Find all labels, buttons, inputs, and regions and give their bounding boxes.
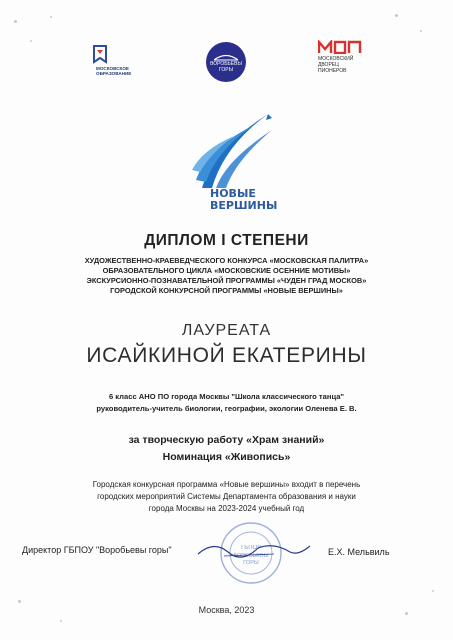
contest-line: ХУДОЖЕСТВЕННО-КРАЕВЕДЧЕСКОГО КОНКУРСА «МОСКОВСКАЯ ПАЛИТРА» <box>84 256 369 265</box>
city-year: Москва, 2023 <box>198 605 255 615</box>
decor-speck <box>395 14 398 17</box>
contest-line: ЭКСКУРСИОННО-ПОЗНАВАТЕЛЬНОЙ ПРОГРАММЫ «ЧУДЕН ГРАД МОСКОВ» <box>86 276 367 285</box>
svg-text:ВОРОБЬЕВЫ: ВОРОБЬЕВЫ <box>233 553 269 559</box>
svg-text:ГОРЫ: ГОРЫ <box>243 560 259 566</box>
decor-speck <box>30 40 32 42</box>
recipient-name: ИСАЙКИНОЙ ЕКАТЕРИНЫ <box>86 344 367 367</box>
bridge-icon <box>214 53 238 61</box>
diploma-title: ДИПЛОМ I СТЕПЕНИ <box>144 232 309 249</box>
emblem-title: НОВЫЕ ВЕРШИНЫ <box>210 187 278 212</box>
contest-line: ОБРАЗОВАТЕЛЬНОГО ЦИКЛА «МОСКОВСКИЕ ОСЕННИЕ МОТИВЫ» <box>102 266 351 275</box>
handwritten-signature <box>194 538 314 560</box>
laureate-label: ЛАУРЕАТА <box>181 322 272 339</box>
contest-line: ГОРОДСКОЙ КОНКУРСНОЙ ПРОГРАММЫ «НОВЫЕ ВЕРШИНЫ» <box>110 286 343 295</box>
decor-speck <box>432 590 434 592</box>
emblem-novye-vershiny <box>182 110 282 220</box>
vorobyovy-gory-text: ВОРОБЬЕВЫ ГОРЫ <box>210 61 242 73</box>
program-line: городских мероприятий Системы Департамента образования и науки <box>97 492 356 501</box>
swoosh-icon <box>182 110 282 190</box>
signer-right: Е.Х. Мельвиль <box>328 547 390 557</box>
logo-moscow-palace-pioneers <box>318 40 378 86</box>
decor-speck <box>18 600 21 603</box>
logo-moscow-education <box>92 44 148 74</box>
moscow-education-icon <box>92 44 108 66</box>
decor-speck <box>420 30 422 32</box>
decor-speck <box>14 20 17 23</box>
work-line: за творческую работу «Храм знаний» <box>128 434 325 446</box>
mdp-mark-icon <box>318 40 362 54</box>
class-line: 6 класс АНО ПО города Москвы "Школа классического танца" <box>108 392 345 401</box>
decor-speck <box>60 620 62 622</box>
teacher-line: руководитель-учитель биологии, географии, экологии Оленева Е. В. <box>96 404 357 413</box>
moscow-education-text: МОСКОВСКОЕ ОБРАЗОВАНИЕ <box>96 66 132 76</box>
program-line: Городская конкурсная программа «Новые вершины» входит в перечень <box>92 480 361 489</box>
svg-text:ГБПОУ: ГБПОУ <box>241 545 261 551</box>
signer-left: Директор ГБПОУ "Воробьевы горы" <box>22 545 172 555</box>
logo-vorobyovy-gory <box>206 42 246 82</box>
program-line: города Москвы на 2023-2024 учебный год <box>148 504 305 513</box>
decor-speck <box>50 16 52 18</box>
mdp-text: МОСКОВСКИЙ ДВОРЕЦ ПИОНЕРОВ <box>318 56 354 74</box>
nomination-line: Номинация «Живопись» <box>162 451 291 463</box>
